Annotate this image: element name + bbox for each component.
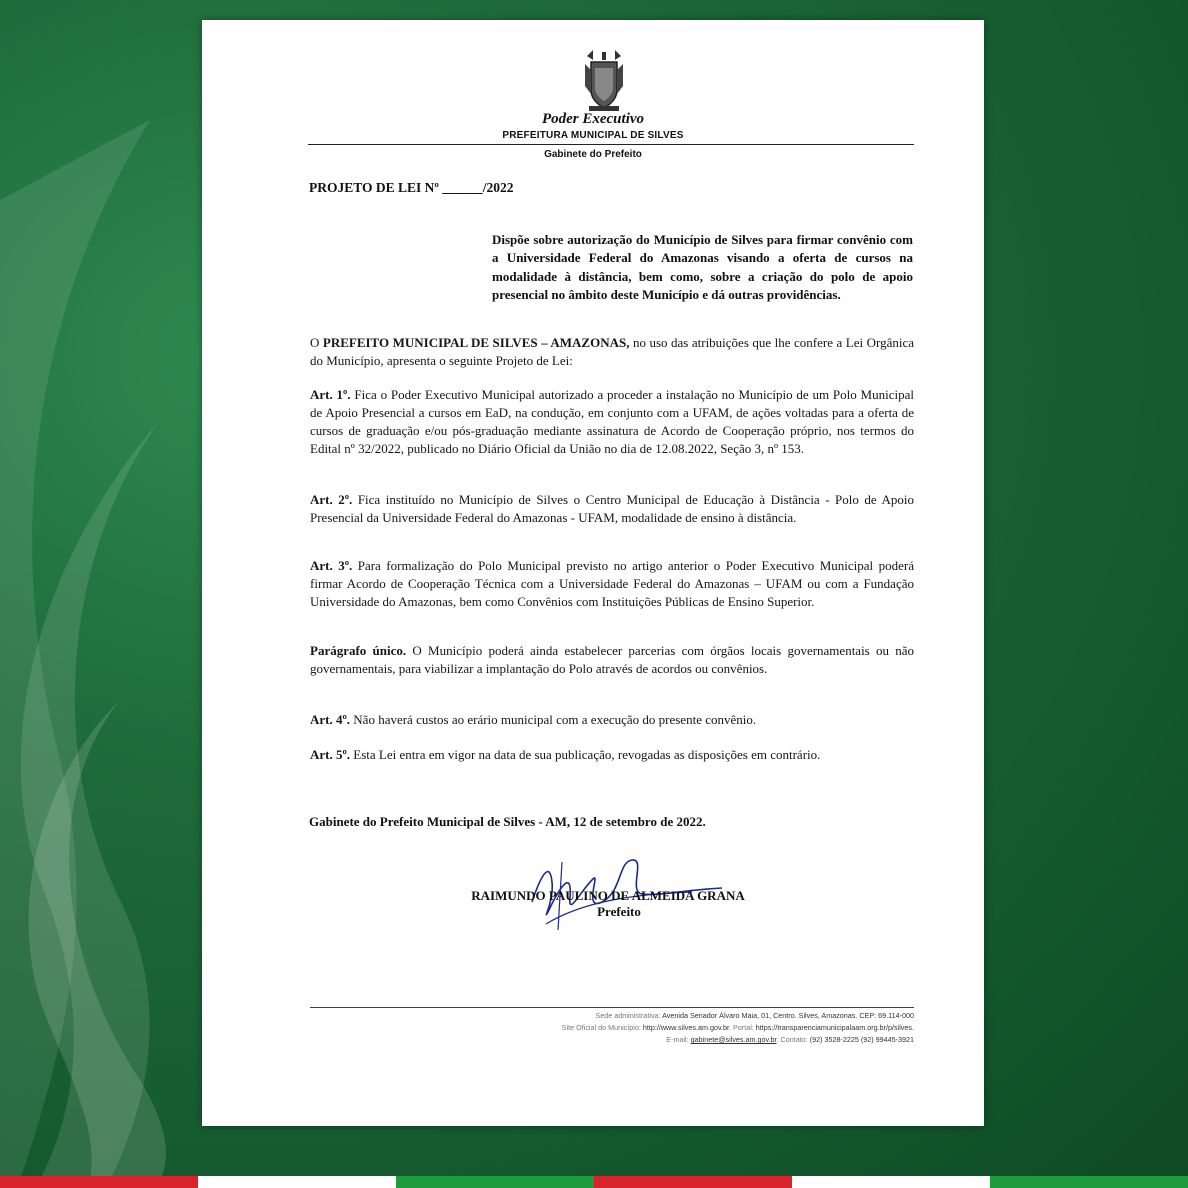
footer-line-site — [294, 1022, 914, 1034]
ementa-summary: Dispõe sobre autorização do Município de Silves para firmar convênio com a Universidade Federal do Amazonas visando a oferta de cursos na modalidade à distância, bem como, sobre a criação do polo de apoio presencial no âmbito deste Município e dá outras providências. — [492, 232, 913, 302]
stripe-red-2 — [594, 1176, 792, 1188]
article-3-label: Art. 3º. — [310, 558, 353, 573]
article-1-text: Fica o Poder Executivo Municipal autorizado a proceder a instalação no Município de um Polo Municipal de Apoio Presencial a cursos em EaD, na condução, em conjunto com a UFAM, de ações voltadas para a oferta de cursos de graduação e/ou pós-graduação mediante assinatura de Acordo de Cooperação próprio, nos termos do Edital nº 32/2022, publicado no Diário Oficial da União no dia de 12.08.2022, Seção 3, nº 153. — [310, 387, 914, 456]
article-3 — [310, 557, 914, 611]
signatory-name: RAIMUNDO PAULINO DE ALMEIDA GRANA — [471, 888, 745, 903]
footer-site-link[interactable]: http://www.silves.am.gov.br. — [640, 1023, 732, 1032]
footer-site-label: Site Oficial do Município: — [561, 1023, 641, 1032]
footer-line-sede — [294, 1010, 914, 1022]
footer-divider — [310, 1007, 914, 1008]
preamble-bold: PREFEITO MUNICIPAL DE SILVES – AMAZONAS, — [322, 335, 630, 350]
stripe-red-1 — [0, 1176, 198, 1188]
article-5-label: Art. 5º. — [310, 747, 351, 762]
stripe-white-1 — [198, 1176, 396, 1188]
article-1-label: Art. 1º. — [310, 387, 351, 402]
municipal-coat-of-arms-icon — [583, 50, 625, 112]
stripe-green-1 — [396, 1176, 594, 1188]
header-prefeitura: PREFEITURA MUNICIPAL DE SILVES — [502, 130, 684, 141]
document-page — [202, 20, 984, 1126]
header-gabinete: Gabinete do Prefeito — [544, 149, 642, 160]
article-2 — [310, 491, 914, 527]
paragrafo-unico-label: Parágrafo único. — [310, 643, 407, 658]
preamble-paragraph — [310, 334, 914, 370]
signatory-role: Prefeito — [597, 904, 641, 919]
paragrafo-unico-text: O Município poderá ainda estabelecer parcerias com órgãos locais governamentais ou não governamentais, para viabilizar a implantação do Polo através de acordos ou convênios. — [310, 643, 915, 676]
stripe-white-2 — [792, 1176, 990, 1188]
flag-stripes — [0, 1176, 1188, 1188]
article-4 — [310, 711, 914, 729]
footer-email-link[interactable]: gabinete@silves.am.gov.br — [690, 1035, 777, 1044]
paragrafo-unico — [310, 642, 914, 678]
footer-contato: (92) 3528-2225 (92) 99445-3921 — [807, 1035, 914, 1044]
preamble-rest: no uso das atribuições que lhe confere a Lei Orgânica do Município, apresenta o seguinte Projeto de Lei: — [310, 335, 914, 368]
closing-place-date: Gabinete do Prefeito Municipal de Silves - AM, 12 de setembro de 2022. — [309, 814, 706, 829]
footer-contact — [294, 1010, 914, 1046]
stripe-green-2 — [990, 1176, 1188, 1188]
header-divider — [308, 144, 914, 145]
article-2-label: Art. 2º. — [310, 492, 353, 507]
footer-portal-label: Portal: — [731, 1023, 754, 1032]
footer-email-label: E-mail: — [666, 1035, 689, 1044]
footer-line-email — [294, 1034, 914, 1046]
footer-portal-link[interactable]: https://transparenciamunicipalaam.org.br/p/silves. — [753, 1023, 914, 1032]
article-2-text: Fica instituído no Município de Silves o Centro Municipal de Educação à Distância - Polo de Apoio Presencial da Universidade Federal do Amazonas - UFAM, modalidade de ensino à distância. — [310, 492, 914, 525]
article-5 — [310, 746, 914, 764]
preamble-lead: O — [310, 335, 323, 350]
projeto-de-lei-title: PROJETO DE LEI Nº ______/2022 — [309, 180, 514, 195]
article-1 — [310, 386, 914, 458]
footer-contato-label: . Contato: — [776, 1035, 808, 1044]
article-4-text: Não haverá custos ao erário municipal com a execução do presente convênio. — [350, 712, 757, 727]
header-poder-executivo: Poder Executivo — [541, 111, 645, 127]
article-5-text: Esta Lei entra em vigor na data de sua publicação, revogadas as disposições em contrário. — [350, 747, 821, 762]
footer-sede-label: Sede administrativa: — [595, 1011, 661, 1020]
article-4-label: Art. 4º. — [310, 712, 351, 727]
footer-sede: Avenida Senador Álvaro Maia, 01, Centro. Silves, Amazonas. CEP: 69.114-000 — [660, 1011, 914, 1020]
article-3-text: Para formalização do Polo Municipal previsto no artigo anterior o Poder Executivo Municipal poderá firmar Acordo de Cooperação Técnica com a Universidade Federal do Amazonas – UFAM ou com a Fundação Universidade do Amazonas, bem como Convênios com Instituições Públicas de Ensino Superior. — [310, 558, 914, 609]
